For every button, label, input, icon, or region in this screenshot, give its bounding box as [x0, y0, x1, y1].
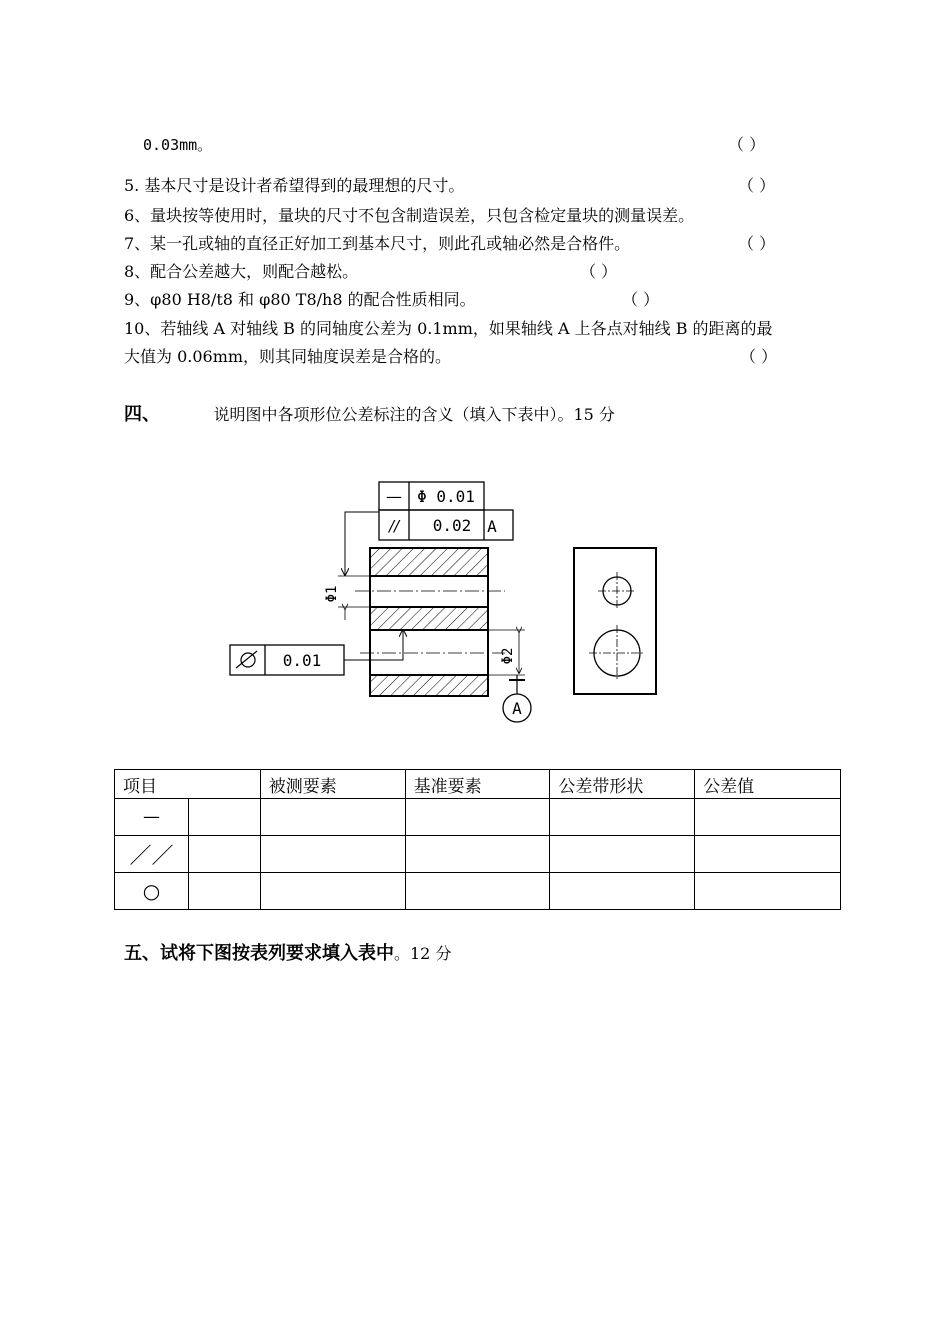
section-4-text: 说明图中各项形位公差标注的含义（填入下表中）。15 分: [213, 405, 615, 424]
table-row: [115, 799, 841, 836]
blank-cell[interactable]: [188, 799, 260, 836]
hatch-middle: [370, 607, 488, 630]
answer-paren-9[interactable]: （ ）: [622, 290, 660, 309]
frame-runout: [230, 645, 344, 675]
hatch-top: [370, 548, 488, 576]
straightness-symbol-cell: —: [115, 799, 189, 836]
parallelism-datum: A: [487, 517, 497, 536]
tolerance-drawing: [220, 470, 670, 730]
parallelism-symbol: //: [388, 517, 400, 535]
parallelism-symbol-cell: ／／: [115, 836, 189, 873]
section-5-title: 五、试将下图按表列要求填入表中: [124, 943, 394, 964]
circular-runout-icon: [236, 651, 257, 668]
item-5: 5. 基本尺寸是设计者希望得到的最理想的尺寸。: [124, 176, 465, 195]
hatch-bottom: [370, 675, 488, 696]
blank-cell[interactable]: [260, 836, 405, 873]
header-zone-shape: 公差带形状: [550, 770, 695, 799]
section-5-points: 。12 分: [394, 944, 452, 963]
header-item: 项目: [115, 770, 261, 799]
section-5-heading: [124, 942, 451, 966]
blank-cell[interactable]: [695, 799, 841, 836]
item-7: 7、某一孔或轴的直径正好加工到基本尺寸，则此孔或轴必然是合格件。: [124, 234, 631, 253]
section-4-number: 四、: [124, 404, 160, 425]
item-6: 6、量块按等使用时，量块的尺寸不包含制造误差，只包含检定量块的测量误差。: [124, 206, 695, 225]
header-tolerance-value: 公差值: [695, 770, 841, 799]
straightness-symbol: —: [386, 487, 402, 506]
table-row: [115, 873, 841, 910]
blank-cell[interactable]: [405, 836, 550, 873]
item-9: 9、φ80 H8/t8 和 φ80 T8/h8 的配合性质相同。: [124, 290, 476, 309]
table-row: [115, 836, 841, 873]
blank-cell[interactable]: [695, 836, 841, 873]
blank-cell[interactable]: [260, 799, 405, 836]
answer-paren-7[interactable]: （ ）: [738, 234, 776, 253]
dimension-phi2: Φ2: [500, 647, 516, 665]
blank-cell[interactable]: [550, 799, 695, 836]
section-4-heading: [124, 403, 615, 427]
blank-cell[interactable]: [188, 873, 260, 910]
header-measured-feature: 被测要素: [260, 770, 405, 799]
dimension-phi1: Φ1: [324, 585, 340, 603]
answer-paren-8[interactable]: （ ）: [580, 262, 618, 281]
leader-runout: [344, 630, 403, 660]
blank-cell[interactable]: [550, 873, 695, 910]
runout-value: 0.01: [282, 651, 322, 670]
item-4-continuation: 0.03mm。: [143, 136, 213, 154]
blank-cell[interactable]: [405, 799, 550, 836]
tolerance-table: [114, 769, 841, 910]
circle-symbol-cell: ○: [115, 873, 189, 910]
side-view: [574, 548, 656, 694]
item-10-line2: 大值为 0.06mm，则其同轴度误差是合格的。: [124, 347, 452, 366]
item-10-line1: 10、若轴线 A 对轴线 B 的同轴度公差为 0.1mm，如果轴线 A 上各点对轴线 B 的距离的最: [124, 319, 773, 338]
frame-parallelism: [379, 510, 513, 540]
blank-cell[interactable]: [188, 836, 260, 873]
blank-cell[interactable]: [695, 873, 841, 910]
answer-paren-4[interactable]: （ ）: [728, 135, 766, 154]
blank-cell[interactable]: [260, 873, 405, 910]
parallelism-value: 0.02: [432, 516, 472, 535]
frame-straightness: [379, 482, 484, 510]
header-datum-feature: 基准要素: [405, 770, 550, 799]
straightness-value: Φ 0.01: [417, 487, 475, 506]
answer-paren-10[interactable]: （ ）: [740, 347, 778, 366]
answer-paren-5[interactable]: （ ）: [738, 176, 776, 195]
blank-cell[interactable]: [550, 836, 695, 873]
blank-cell[interactable]: [405, 873, 550, 910]
table-header-row: [115, 770, 841, 799]
datum-label: A: [512, 699, 522, 718]
item-8: 8、配合公差越大，则配合越松。: [124, 262, 359, 281]
